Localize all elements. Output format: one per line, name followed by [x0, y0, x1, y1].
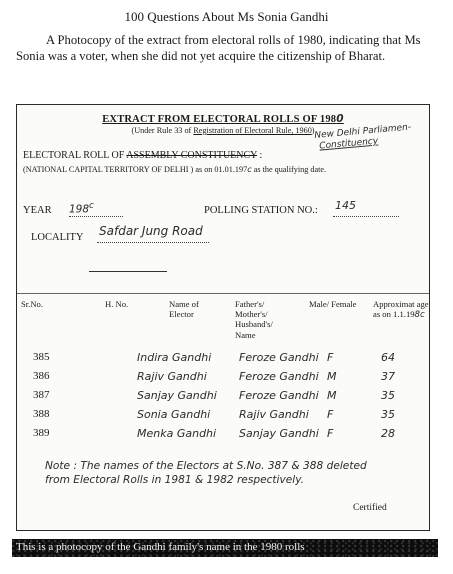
col-elector-name: Name of Elector — [169, 299, 199, 320]
locality-label: LOCALITY — [31, 232, 84, 243]
row-2-relation: Feroze Gandhi — [239, 370, 319, 383]
row-2-name: Rajiv Gandhi — [137, 370, 207, 383]
row-5-sex: F — [327, 427, 334, 440]
row-1-name: Indira Gandhi — [137, 351, 212, 364]
electoral-roll-line: ELECTORAL ROLL OF ASSEMBLY CONSTITUENCY : — [23, 150, 263, 161]
row-3-name: Sanjay Gandhi — [137, 389, 217, 402]
extract-title: EXTRACT FROM ELECTORAL ROLLS OF 1980 — [102, 113, 344, 125]
caption-bar — [12, 539, 438, 557]
row-2-age: 37 — [381, 370, 395, 383]
book-title: 100 Questions About Ms Sonia Gandhi — [124, 9, 329, 24]
intro-paragraph: A Photocopy of the extract from electoral rolls of 1980, indicating that Ms Sonia was a voter, when she did not yet acquire the citizenship of Bharat. — [16, 33, 421, 63]
constituency-handwritten: New Delhi Parliamen- Constituency — [314, 122, 412, 152]
row-5-sr: 389 — [33, 427, 50, 439]
polling-station-value: 145 — [335, 199, 356, 212]
col-age: Approximat age as on 1.1.198c — [373, 299, 429, 321]
row-4-sr: 388 — [33, 408, 50, 420]
electoral-roll-extract — [16, 104, 430, 531]
row-4-sex: F — [327, 408, 334, 421]
col-relation-name: Father's/ Mother's/ Husband's/ Name — [235, 299, 273, 340]
caption-text: This is a photocopy of the Gandhi family's name in the 1980 rolls — [16, 541, 305, 553]
table-divider — [17, 293, 429, 294]
row-4-name: Sonia Gandhi — [137, 408, 211, 421]
col-house-no: H. No. — [105, 299, 129, 309]
row-4-relation: Rajiv Gandhi — [239, 408, 309, 421]
row-3-relation: Feroze Gandhi — [239, 389, 319, 402]
row-1-sex: F — [327, 351, 334, 364]
row-5-age: 28 — [381, 427, 395, 440]
row-5-name: Menka Gandhi — [137, 427, 217, 440]
row-2-sr: 386 — [33, 370, 50, 382]
row-4-age: 35 — [381, 408, 395, 421]
locality-dotted-line — [97, 242, 209, 243]
row-3-age: 35 — [381, 389, 395, 402]
locality-value: Safdar Jung Road — [99, 224, 203, 238]
extract-subtitle: (Under Rule 33 of Registration of Electoral Rule, 1960) — [131, 126, 315, 135]
col-sr-no: Sr.No. — [21, 299, 43, 309]
row-1-age: 64 — [381, 351, 395, 364]
year-value: 198$^c$ — [69, 201, 94, 216]
row-5-relation: Sanjay Gandhi — [239, 427, 319, 440]
row-3-sex: M — [327, 389, 337, 402]
row-2-sex: M — [327, 370, 337, 383]
col-sex: Male/ Female — [309, 299, 357, 309]
divider — [89, 271, 167, 272]
certified-label: Certified — [353, 503, 387, 513]
row-1-relation: Feroze Gandhi — [239, 351, 319, 364]
row-3-sr: 387 — [33, 389, 50, 401]
territory-line: (NATIONAL CAPITAL TERRITORY OF DELHI ) as on 01.01.197c as the qualifying date. — [23, 164, 327, 174]
row-1-sr: 385 — [33, 351, 50, 363]
year-label: YEAR — [23, 205, 52, 216]
polling-dotted-line — [333, 216, 399, 217]
polling-station-label: POLLING STATION NO.: — [204, 205, 318, 216]
deletion-note: Note : The names of the Electors at S.No. 387 & 388 deleted from Electoral Rolls in 1981 & 1982 respectively. — [45, 460, 367, 486]
year-dotted-line — [69, 216, 123, 217]
